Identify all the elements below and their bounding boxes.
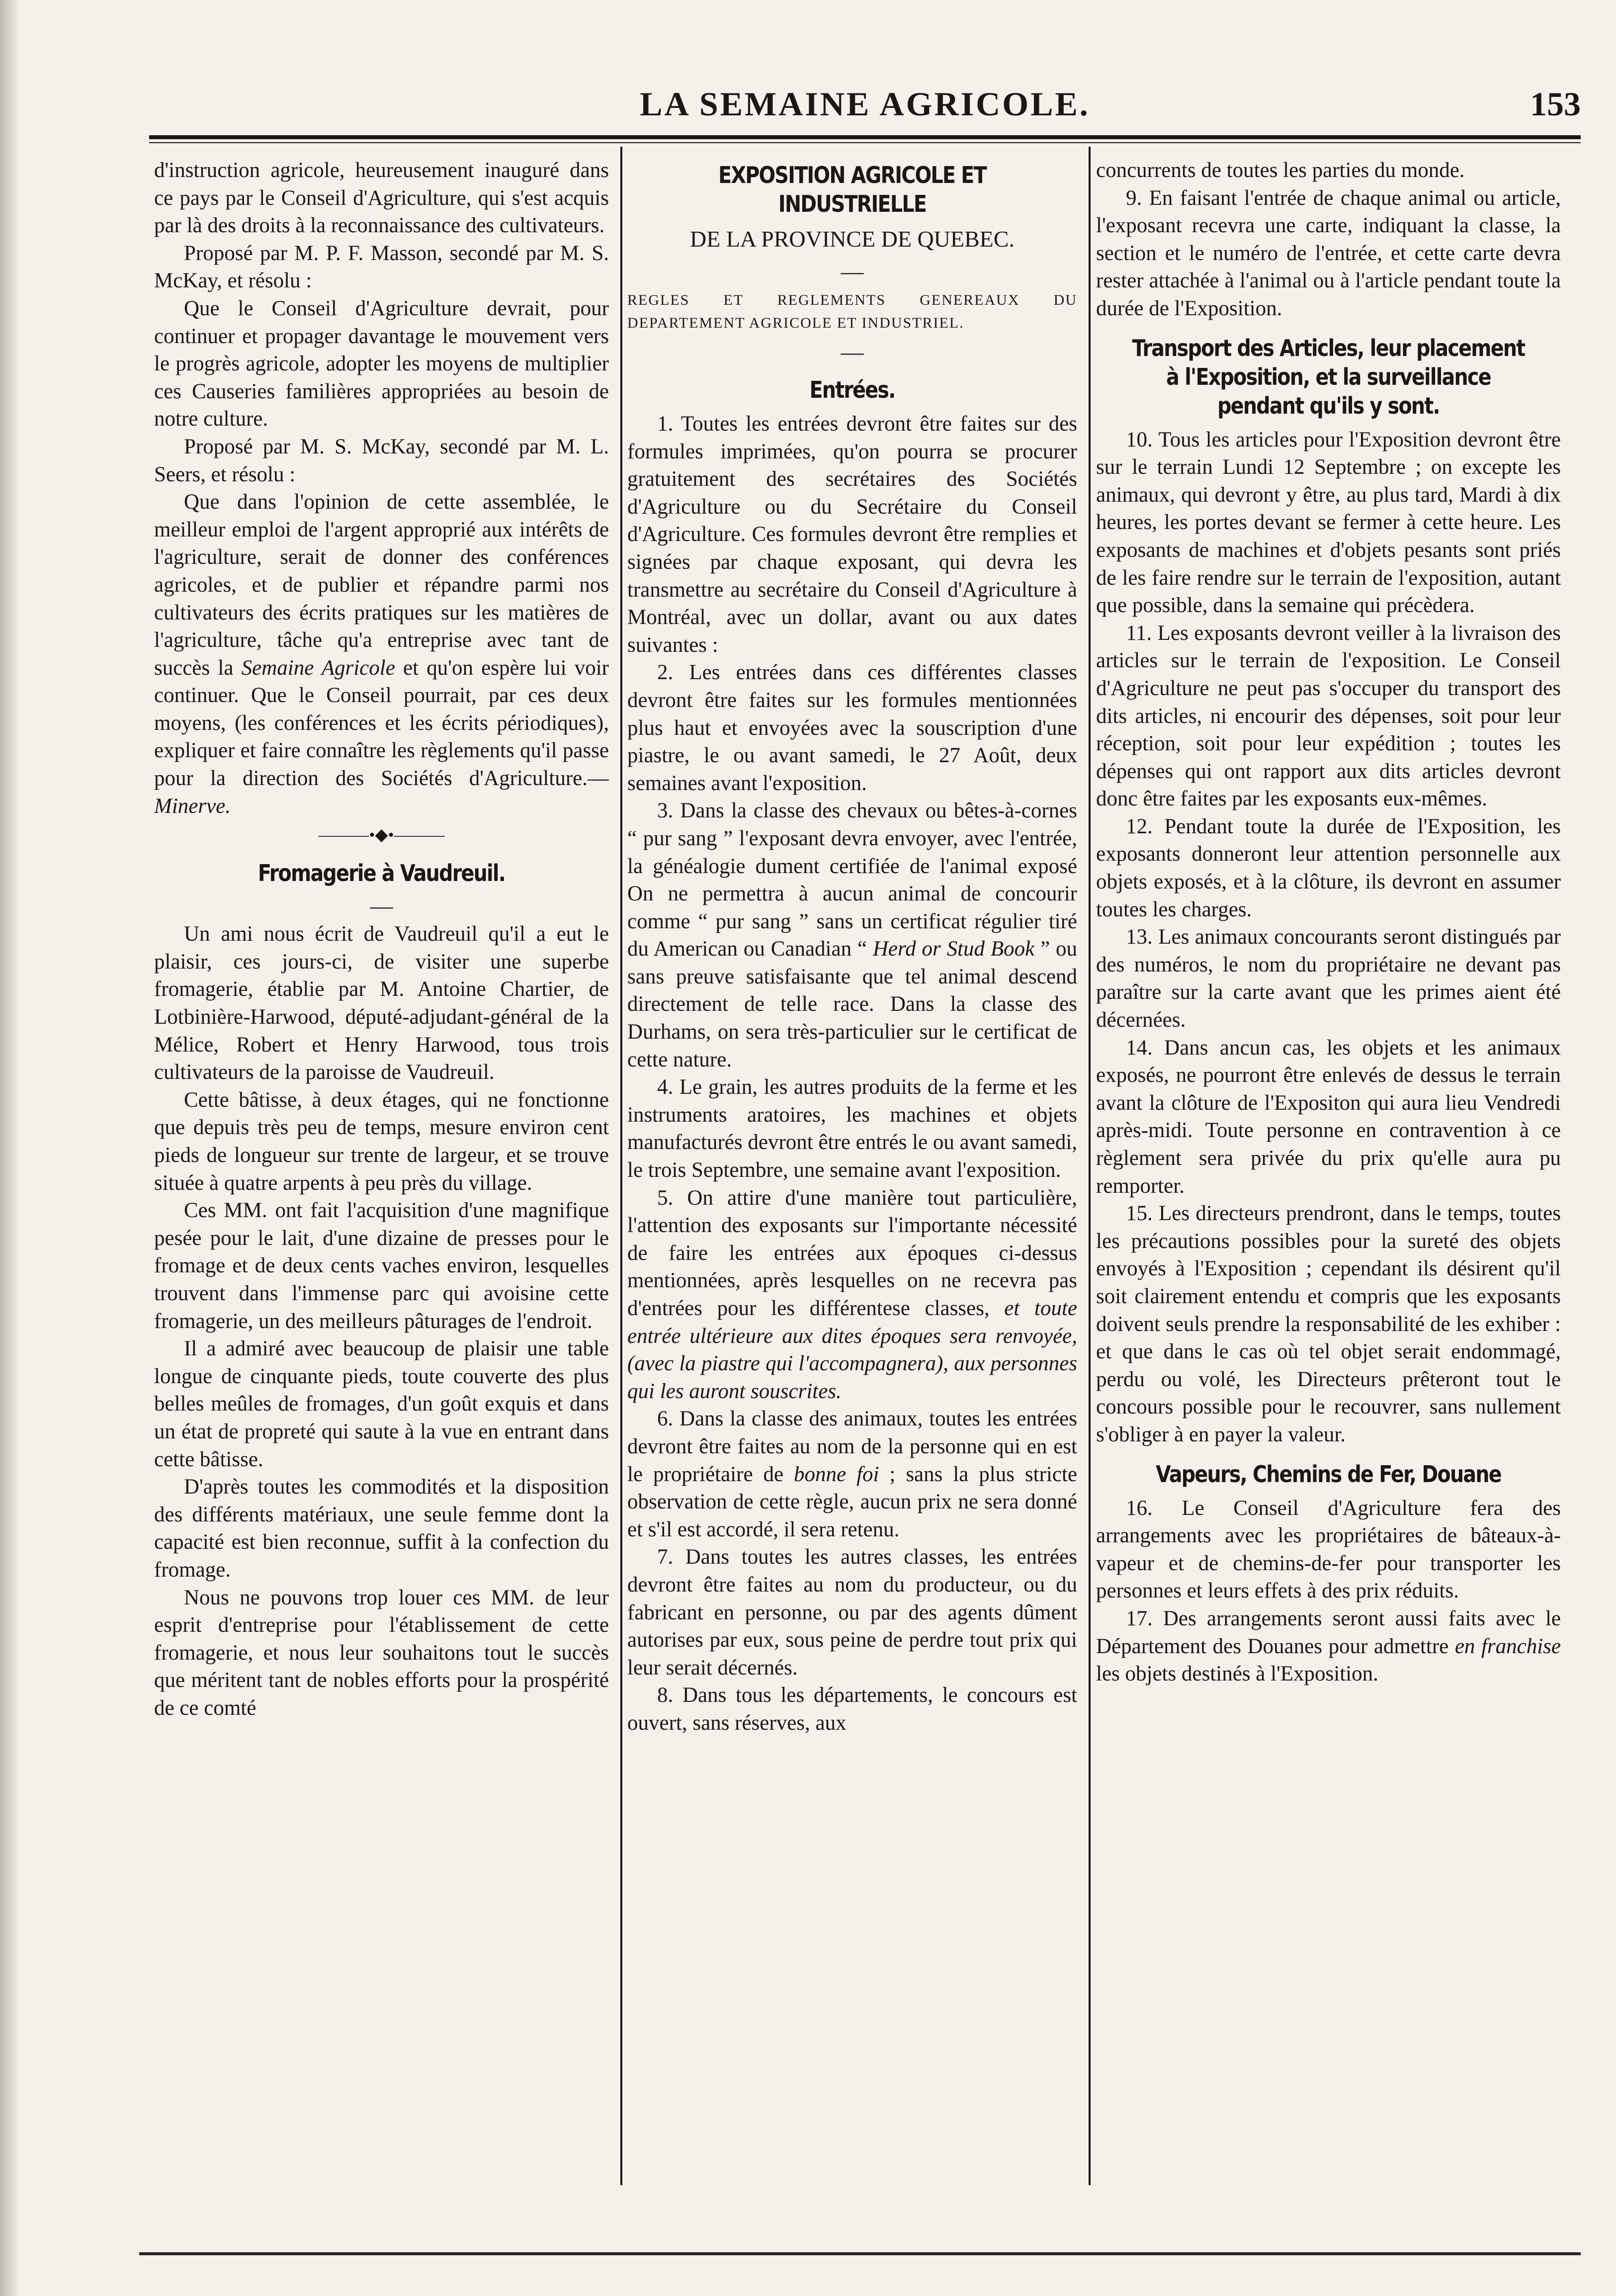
paragraph bbox=[1096, 1605, 1561, 1688]
dash-divider: — bbox=[370, 893, 393, 919]
paragraph: D'après toutes les commodités et la disposition des différents matériaux, une seule femme dont la capacité est bien reconnue, suffit à la confection du fromage. bbox=[154, 1475, 609, 1582]
subheading: REGLES ET REGLEMENTS GENEREAUX DU DEPARTEMENT AGRICOLE ET INDUSTRIEL. bbox=[627, 292, 1077, 331]
text-run: 3. Dans la classe des chevaux ou bêtes-à-cornes “ pur sang ” l'exposant devra envoyer, avec l'entrée, la généalogie dument certifiée de l'animal exposé On ne permettra à aucun animal de concourir comme “ pur sang ” sans un certificat régulier tiré du American ou Canadian “ bbox=[627, 799, 1077, 961]
paragraph: 9. En faisant l'entrée de chaque animal ou article, l'exposant recevra une carte, indiquant la classe, la section et le numéro de l'entrée, et cette carte devra rester attachée à l'animal ou à l'article pendant toute la durée de l'Exposition. bbox=[1096, 186, 1561, 320]
text-run: et qu'on espère lui voir continuer. Que le Conseil pourrait, par ces deux moyens, (les conférences et les écrits périodiques), expliquer et faire connaître les règlements qu'il passe pour la direction des Sociétés d'Agriculture.— bbox=[154, 656, 609, 791]
column-3 bbox=[1096, 157, 1561, 2235]
section-heading: Entrées. bbox=[809, 376, 895, 403]
paragraph: 4. Le grain, les autres produits de la ferme et les instruments aratoires, les machines et objets manufacturés devront être entrés le ou avant samedi, le trois Septembre, une semaine avant l'exposition. bbox=[627, 1075, 1077, 1182]
paragraph: 13. Les animaux concourants seront distingués par des numéros, le nom du propriétaire ne devant pas paraître sur la carte avant que les primes aient été décernées. bbox=[1096, 925, 1561, 1032]
paragraph: 11. Les exposants devront veiller à la livraison des articles sur le terrain de l'exposition. Le Conseil d'Agriculture ne peut pas s'occuper du transport des dits articles, ni encourir des dépenses, soit pour leur réception, soit pour leur expédition ; toutes les dépenses qui ont rapport aux dits articles devront donc être faites par les exposants eux-mêmes. bbox=[1096, 621, 1561, 811]
text-run: ” ou sans preuve satisfaisante que tel animal descend directement de telle race. Dans la classe des Durhams, on sera très-particulier sur le certificat de cette nature. bbox=[627, 937, 1077, 1071]
text-run: ; sans la plus stricte observation de cette règle, aucun prix ne sera donné et s'il est accordé, il sera retenu. bbox=[627, 1462, 1077, 1541]
dash-divider: — bbox=[841, 259, 864, 284]
column-divider-2 bbox=[1089, 147, 1091, 2185]
paragraph: Proposé par M. S. McKay, secondé par M. L. Seers, et résolu : bbox=[154, 435, 609, 486]
paragraph: Cette bâtisse, à deux étages, qui ne fonctionne que depuis très peu de temps, mesure environ cent pieds de longueur sur trente de largeur, et se trouve située à quatre arpents à peu près du village. bbox=[154, 1088, 609, 1195]
header-rule-thin bbox=[149, 142, 1581, 143]
italic-run: Herd or Stud Book bbox=[872, 937, 1035, 961]
text-run: 6. Dans la classe des animaux, toutes les entrées devront être faites au nom de la personne qui en est le propriétaire de bbox=[627, 1407, 1077, 1486]
dash-divider: — bbox=[841, 339, 864, 364]
paragraph: Il a admiré avec beaucoup de plaisir une table longue de cinquante pieds, toute couverte des plus belles meûles de fromages, d'un goût exquis et dans un état de propreté qui saute à la vue en entrant dans cette bâtisse. bbox=[154, 1337, 609, 1471]
column-1 bbox=[154, 157, 609, 2235]
column-2 bbox=[627, 157, 1077, 2235]
paragraph: d'instruction agricole, heureusement inauguré dans ce pays par le Conseil d'Agriculture, qui s'est acquis par là des droits à la reconnaissance des cultivateurs. bbox=[154, 159, 609, 238]
italic-run: bonne foi bbox=[794, 1462, 879, 1486]
section-heading: Transport des Articles, leur placement à l'Exposition, et la surveillance pendant qu'ils y sont. bbox=[1132, 334, 1525, 419]
paragraph: 12. Pendant toute la durée de l'Exposition, les exposants donneront leur attention personnelle aux objets exposés, et à la clôture, ils devront en assumer toutes les charges. bbox=[1096, 814, 1561, 921]
page-edge-shadow bbox=[0, 0, 20, 2296]
paragraph: Un ami nous écrit de Vaudreuil qu'il a eut le plaisir, ces jours-ci, de visiter une superbe fromagerie, établie par M. Antoine Chartier, de Lotbinière-Harwood, député-adjudant-général de la Mélice, Robert et Henry Harwood, tous trois cultivateurs de la paroisse de Vaudreuil. bbox=[154, 922, 609, 1084]
bottom-edge-rule bbox=[139, 2252, 1581, 2255]
paragraph: 16. Le Conseil d'Agriculture fera des arrangements avec les propriétaires de bâteaux-à-vapeur et de chemins-de-fer pour transporter les personnes et leurs effets à des prix réduits. bbox=[1096, 1496, 1561, 1603]
column-divider-1 bbox=[620, 147, 622, 2185]
section-heading: EXPOSITION AGRICOLE ET INDUSTRIELLE bbox=[718, 162, 986, 217]
paragraph: 14. Dans ancun cas, les objets et les animaux exposés, ne pourront être enlevés de dessus le terrain avant la clôture de l'Expositon qui aura lieu Vendredi après-midi. Toute personne en contravention à ce règlement sera privée du prix qu'elle aura pu remporter. bbox=[1096, 1036, 1561, 1198]
section-heading: Fromagerie à Vaudreuil. bbox=[257, 860, 506, 887]
italic-run: en franchise bbox=[1454, 1634, 1561, 1658]
paragraph: 7. Dans toutes les autres classes, les entrées devront être faites au nom du producteur, ou du fabricant en personne, ou par des agents dûment autorises par eux, sous peine de perdre tout prix qui leur serait décernés. bbox=[627, 1545, 1077, 1679]
text-run: 5. On attire d'une manière tout particulière, l'attention des exposants sur l'importante nécessité de faire les entrées aux époques ci-dessus mentionnées, après lesquelles on ne recevra pas d'entrées pour les différentese classes, bbox=[627, 1186, 1077, 1320]
paragraph: 10. Tous les articles pour l'Exposition devront être sur le terrain Lundi 12 Septembre ; on excepte les animaux, qui devront y être, au plus tard, Mardi à dix heures, les portes devant se fermer à cette heure. Les exposants de machines et d'objets pesants sont priés de les faire rendre sur le terrain de l'exposition, autant que possible, dans la semaine qui précèdera. bbox=[1096, 428, 1561, 618]
paragraph bbox=[627, 1405, 1077, 1543]
italic-run: Minerve. bbox=[154, 794, 231, 818]
page-header bbox=[149, 75, 1581, 134]
section-subtitle: DE LA PROVINCE DE QUEBEC. bbox=[690, 226, 1015, 252]
paragraph: Nous ne pouvons trop louer ces MM. de leur esprit d'entreprise pour l'établissement de cette fromagerie, et nous leur souhaitons tout le succès que méritent tant de nobles efforts pour la prospérité de ce comté bbox=[154, 1586, 609, 1720]
section-heading: Vapeurs, Chemins de Fer, Douane bbox=[1156, 1460, 1501, 1488]
text-run: les objets destinés à l'Exposition. bbox=[1096, 1662, 1378, 1686]
paragraph: Proposé par M. P. F. Masson, secondé par M. S. McKay, et résolu : bbox=[154, 241, 609, 293]
paragraph: Que le Conseil d'Agriculture devrait, pour continuer et propager davantage le mouvement vers le progrès agricole, adopter les moyens de multiplier ces Causeries familières appropriées au besoin de notre culture. bbox=[154, 296, 609, 431]
paragraph: 2. Les entrées dans ces différentes classes devront être faites sur les formules mentionnées plus haut et envoyées avec la souscription d'une piastre, le ou avant samedi, le 27 Août, deux semaines avant l'exposition. bbox=[627, 661, 1077, 795]
publication-title: LA SEMAINE AGRICOLE. bbox=[640, 85, 1090, 123]
italic-run: Semaine Agricole bbox=[241, 656, 395, 680]
paragraph bbox=[154, 488, 609, 820]
paragraph: Ces MM. ont fait l'acquisition d'une magnifique pesée pour le lait, d'une dizaine de presses pour le fromage et de deux cents vaches environ, lesquelles trouvent dans l'immense parc qui avoisine cette fromagerie, un des meilleurs pâturages de l'endroit. bbox=[154, 1199, 609, 1333]
paragraph: 1. Toutes les entrées devront être faites sur des formules imprimées, qu'on pourra se procurer gratuitement des secrétaires des Sociétés d'Agriculture ou du Secrétaire du Conseil d'Agriculture. Ces formules devront être remplies et signées par chaque exposant, qui devra les transmettre au secrétaire du Conseil d'Agriculture à Montréal, avec un dollar, avant ou aux dates suivantes : bbox=[627, 412, 1077, 657]
paragraph: 8. Dans tous les départements, le concours est ouvert, sans réserves, aux bbox=[627, 1683, 1077, 1735]
italic-run: et toute entrée ultérieure aux dites époques sera renvoyée, (avec la piastre qui l'accompagnera), aux personnes qui les auront souscrites. bbox=[627, 1297, 1077, 1403]
text-run: Que dans l'opinion de cette assemblée, le meilleur emploi de l'argent approprié aux intérêts de l'agriculture, serait de donner des conférences agricoles, et de publier et répandre parmi nos cultivateurs des écrits pratiques sur les matières de l'agriculture, tâche qu'a entreprise avec tant de succès la bbox=[154, 490, 609, 680]
paragraph: 15. Les directeurs prendront, dans le temps, toutes les précautions possibles pour la sureté des objets envoyés à l'Exposition ; cependant ils désirent qu'il soit clairement entendu et compris que les exposants doivent seuls prendre la responsabilité de les exhiber : et que dans le cas où tel objet serait endommagé, perdu ou volé, les Directeurs prêteront tout le concours possible pour le recouvrer, sans nullement s'obliger à en payer la valeur. bbox=[1096, 1202, 1561, 1446]
text-run: 17. Des arrangements seront aussi faits avec le Département des Douanes pour admettre bbox=[1096, 1606, 1561, 1658]
paragraph: concurrents de toutes les parties du monde. bbox=[1096, 159, 1465, 182]
page-number: 153 bbox=[1530, 85, 1581, 123]
paragraph bbox=[627, 1184, 1077, 1406]
ornament-divider: ———•◆•——— bbox=[318, 826, 445, 845]
header-rule bbox=[149, 135, 1581, 139]
paragraph bbox=[627, 797, 1077, 1073]
